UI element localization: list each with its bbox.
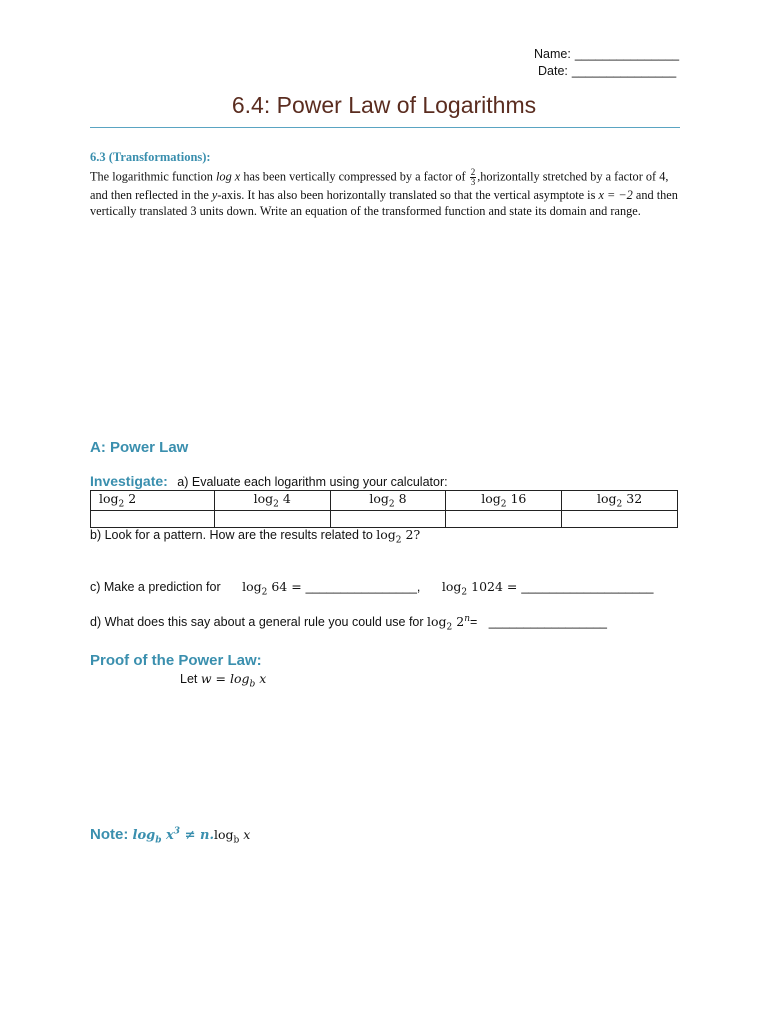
trans-asymptote: x = −2 — [598, 188, 633, 202]
proof-let-statement — [180, 671, 266, 690]
answer-cell[interactable] — [214, 510, 330, 527]
investigate-a-text: a) Evaluate each logarithm using your calculator: — [177, 475, 448, 489]
answer-cell[interactable] — [562, 510, 678, 527]
table-header-cell: $\log_2 4$ — [214, 491, 330, 511]
note-expr-left: $\log_b x^3 \ne n$. — [132, 826, 214, 846]
question-b-expr: $\log_2 2$? — [376, 527, 421, 546]
table-header-row — [91, 491, 678, 511]
name-field[interactable]: _______________ — [574, 47, 680, 61]
frac-denominator: 3 — [470, 177, 476, 187]
table-header-cell: $\log_2 2$ — [91, 491, 215, 511]
question-d-equals: = — [470, 615, 478, 630]
date-field[interactable]: _______________ — [571, 64, 677, 78]
question-d-text: d) What does this say about a general rule you could use for — [90, 615, 427, 630]
investigate-row — [90, 473, 448, 489]
note-row — [90, 826, 250, 846]
table-header-cell: $\log_2 16$ — [446, 491, 562, 511]
trans-text-5: and then vertically translated 3 units down. Write an equation of the transformed function and state its domain and range. — [90, 188, 678, 218]
answer-blank-64[interactable]: ________________, — [305, 580, 421, 594]
question-c-expr-1: $\log_2 64$ = — [242, 579, 306, 598]
table-answer-row — [91, 510, 678, 527]
question-d — [90, 614, 607, 633]
answer-cell[interactable] — [330, 510, 446, 527]
trans-text-3: ,horizontally stretched by a factor of 4, and then reflected in the — [90, 169, 669, 202]
investigate-label: Investigate: — [90, 473, 168, 489]
question-b-text: b) Look for a pattern. How are the results related to — [90, 528, 377, 542]
answer-blank-1024[interactable]: ___________________ — [521, 580, 654, 594]
note-expr-right: $\log_b x$ — [213, 827, 251, 846]
question-c-text: c) Make a prediction for — [90, 580, 221, 594]
answer-blank-general[interactable]: _________________ — [488, 615, 607, 630]
fraction-two-thirds — [470, 168, 477, 187]
answer-cell[interactable] — [446, 510, 562, 527]
proof-let-text: Let — [180, 672, 201, 686]
name-date-fields — [534, 46, 694, 80]
trans-y-axis: y — [211, 188, 218, 202]
frac-numerator: 2 — [470, 167, 476, 177]
proof-heading: Proof of the Power Law: — [90, 652, 262, 669]
date-label: Date: — [538, 64, 568, 78]
name-label: Name: — [534, 47, 571, 61]
log-table — [90, 490, 678, 528]
question-d-expr: $\log_2 2^n$ — [427, 614, 470, 633]
table-header-cell: $\log_2 8$ — [330, 491, 446, 511]
section-a-heading: A: Power Law — [90, 439, 189, 456]
trans-text-2: has been vertically compressed by a factor of — [240, 169, 469, 184]
trans-text-4: -axis. It has also been horizontally translated so that the vertical asymptote is — [217, 188, 599, 202]
question-c-expr-2: $\log_2 1024$ = — [441, 579, 522, 598]
note-label: Note: — [90, 826, 129, 843]
question-b — [90, 527, 420, 546]
trans-func: log x — [216, 169, 241, 184]
title-divider — [90, 127, 680, 128]
transformations-problem — [90, 168, 680, 219]
page-title: 6.4: Power Law of Logarithms — [231, 92, 537, 118]
question-c — [90, 579, 653, 598]
table-header-cell: $\log_2 32$ — [562, 491, 678, 511]
answer-cell[interactable] — [91, 510, 215, 527]
transformations-heading: 6.3 (Transformations): — [90, 150, 211, 164]
trans-text-1: The logarithmic function — [90, 169, 217, 184]
proof-let-expr: $w = \log_b x$ — [200, 671, 267, 690]
